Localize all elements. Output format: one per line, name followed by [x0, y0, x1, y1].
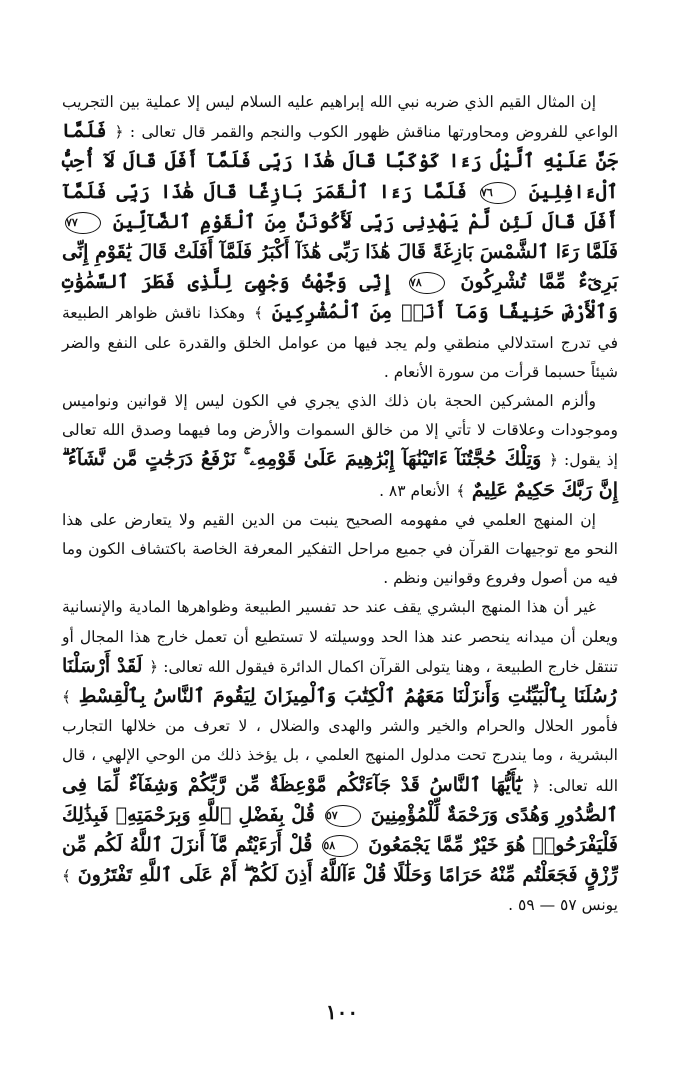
verse-number-marker: ٧٨: [409, 272, 445, 294]
verse-text: قُلْ بِفَضْلِ ٱللَّهِ وَبِرَحْمَتِهِۦ فَبِذَٰلِكَ فَلْيَفْرَحُوا۟ هُوَ خَيْرٌ مِّمَّا يَجْمَعُونَ: [62, 803, 618, 857]
verse-number-marker: ٧٦: [480, 182, 516, 204]
paragraph-text: وألزم المشركين الحجة بان ذلك الذي يجري في الكون ليس إلا قوانين ونواميس وموجودات وعلاقات لا تأتي إلا من خالق السموات والأرض وما فيهما وصدق الله تعالى إذ يقول:: [62, 392, 618, 470]
paragraph-ibrahim: [62, 88, 618, 387]
verse-close-bracket: ﴾: [62, 688, 71, 707]
verse-reference: الأنعام ٨٣ .: [379, 481, 450, 500]
verse-open-bracket: ﴿: [114, 123, 124, 142]
body-text: [62, 88, 618, 921]
verse-close-bracket: ﴾: [456, 481, 466, 500]
verse-text: فَلَمَّا جَنَّ عَلَيْهِ ٱلَّيْلُ رَءَا كَوْكَبًا قَالَ هَٰذَا رَبِّى فَلَمَّآ أَفَلَ قَالَ لَآ أُحِبُّ ٱلْءَافِلِينَ: [62, 120, 618, 203]
verse-text: فَلَمَّا رَءَا ٱلشَّمْسَ بَازِغَةً قَالَ هَٰذَا رَبِّى هَٰذَآ أَكْبَرُ فَلَمَّآ أَفَلَتْ قَالَ يَٰقَوْمِ إِنِّى بَرِىٓءٌ مِّمَّا تُشْرِكُونَ: [62, 241, 619, 294]
verse-close-bracket: ﴾: [62, 867, 71, 886]
verse-text: يَٰٓأَيُّهَا ٱلنَّاسُ قَدْ جَآءَتْكُم مَّوْعِظَةٌ مِّن رَّبِّكُمْ وَشِفَآءٌ لِّمَا فِى ٱلصُّدُورِ وَهُدًى وَرَحْمَةٌ لِّلْمُؤْمِنِينَ: [62, 773, 618, 826]
paragraph-text: إن المثال القيم الذي ضربه نبي الله إبراهيم عليه السلام ليس إلا عملية بين التجريب الواعي للفروض ومحاورتها مناقش ظهور الكوب والنجم والقمر قال تعالى :: [62, 93, 618, 142]
verse-text: وَتِلْكَ حُجَّتُنَآ ءَاتَيْنَٰهَآ إِبْرَٰهِيمَ عَلَىٰ قَوْمِهِۦ ۚ نَرْفَعُ دَرَجَٰتٍ مَّن نَّشَآءُ ۗ إِنَّ رَبَّكَ حَكِيمٌ عَلِيمٌ: [62, 448, 618, 501]
verse-close-bracket: ﴾: [254, 304, 263, 323]
paragraph-text: وهكذا ناقش ظواهر الطبيعة في تدرج استدلالي منطقي ولم يجد فيها من عوامل الخلق والقدرة على النفع والضر شيئاً حسبما قرأت من سورة الأنعام .: [62, 304, 618, 381]
paragraph-argument: [62, 387, 618, 506]
paragraph-limits: [62, 593, 618, 920]
verse-text: إِنِّى وَجَّهْتُ وَجْهِىَ لِلَّذِى فَطَرَ ٱلسَّمَٰوَٰتِ وَٱلْأَرْضَ حَنِيفًا وَمَآ أَنَا۠ مِنَ ٱلْمُشْرِكِينَ: [62, 271, 618, 324]
verse-text: قُلْ أَرَءَيْتُم مَّآ أَنزَلَ ٱللَّهُ لَكُم مِّن رِّزْقٍ فَجَعَلْتُم مِّنْهُ حَرَامًا وَحَلَٰلًا قُلْ ءَآللَّهُ أَذِنَ لَكُمْ ۖ أَمْ عَلَى ٱللَّهِ تَفْتَرُونَ: [62, 834, 618, 887]
paragraph-text: إن المنهج العلمي في مفهومه الصحيح ينبت من الدين القيم ولا يتعارض على هذا النحو مع توجيهات القرآن في جميع مراحل التفكير المعرفة الخاصة باكتشاف الكون وما فيه من أصول وفروع وقوانين ونظم .: [62, 510, 618, 588]
paragraph-method: [62, 506, 618, 594]
verse-text: لَقَدْ أَرْسَلْنَا رُسُلَنَا بِٱلْبَيِّنَٰتِ وَأَنزَلْنَا مَعَهُمُ ٱلْكِتَٰبَ وَٱلْمِيزَانَ لِيَقُومَ ٱلنَّاسُ بِٱلْقِسْطِ: [62, 654, 617, 708]
verse-reference: يونس ٥٧ — ٥٩ .: [508, 896, 618, 915]
verse-text: فَلَمَّا رَءَا ٱلْقَمَرَ بَازِغًا قَالَ هَٰذَا رَبِّى فَلَمَّآ أَفَلَ قَالَ لَئِن لَّمْ يَهْدِنِى رَبِّى لَأَكُونَنَّ مِنَ ٱلْقَوْمِ ٱلضَّآلِّينَ: [62, 180, 618, 233]
verse-open-bracket: ﴿: [549, 451, 558, 470]
page-number: ١٠٠: [325, 1000, 359, 1024]
paragraph-text: فأمور الحلال والحرام والخير والشر والهدى والضلال ، لا تعرف من خلالها التجارب البشرية ، وما يندرج تحت مدلول المنهج العلمي ، بل يؤخذ ذلك من الوحي الإلهي ، قال الله تعالى:: [62, 717, 618, 795]
verse-number-marker: ٥٧: [325, 805, 361, 827]
quran-verse: [62, 448, 618, 500]
verse-number-marker: ٥٨: [322, 835, 358, 857]
verse-open-bracket: ﴿: [149, 657, 159, 676]
verse-number-marker: ٧٧: [65, 212, 101, 234]
paragraph-text: غير أن هذا المنهج البشري يقف عند حد تفسير الطبيعة وظواهرها المادية والإنسانية ويعلن أن ميدانه ينحصر عند هذا الحد ووسيلته لا تستطيع أن تعمل خارج هذا المجال أو تنتقل خارج الطبيعة ، وهنا يتولى القرآن اكمال الدائرة فيقول الله تعالى:: [62, 598, 618, 676]
verse-open-bracket: ﴿: [531, 776, 541, 795]
quran-verse: [62, 774, 618, 887]
quran-verse: [62, 120, 618, 323]
